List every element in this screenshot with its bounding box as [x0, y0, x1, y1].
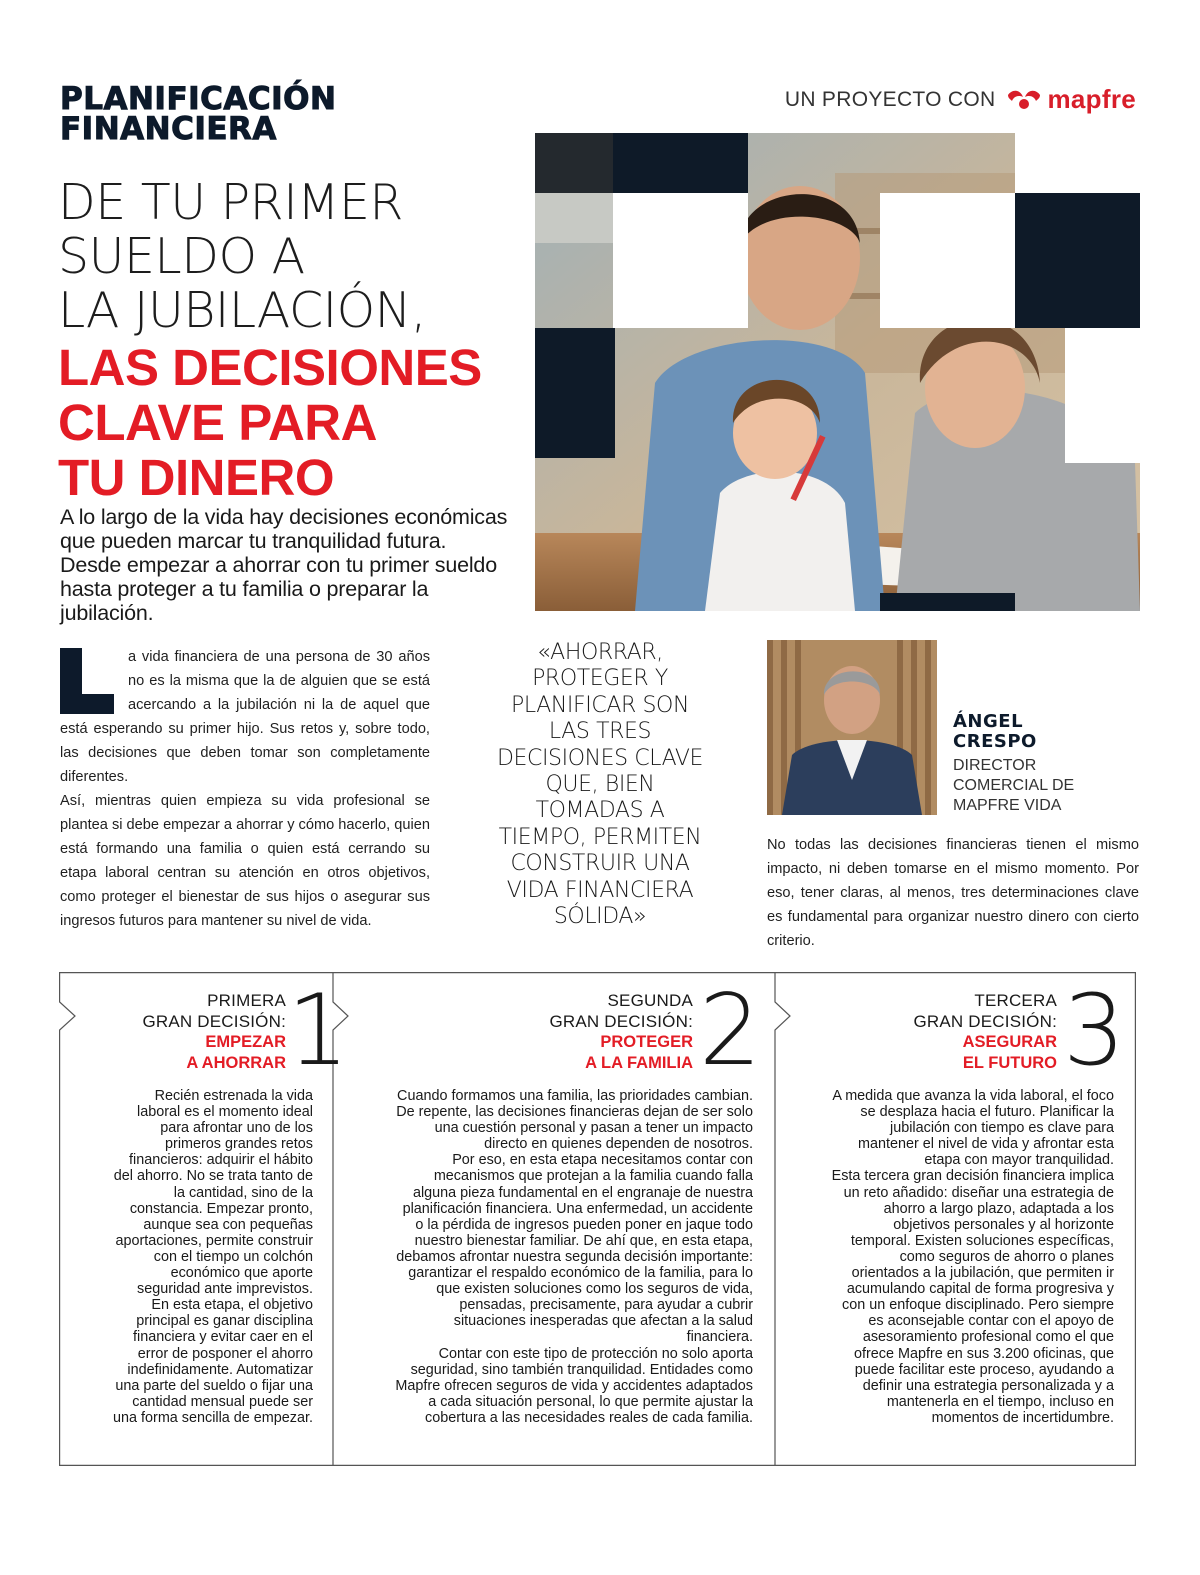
family-photo-illustration	[535, 133, 1140, 611]
decision-paragraph: Esta tercera gran decisión financiera implica un reto añadido: diseñar una estrategia de ahorro a largo plazo, adaptada a los objetivos personales y al horizonte temporal. Existen soluciones específicas, como seguros de ahorro o planes orientados a la jubilación, que permiten ir acumulando capital de forma progresiva y con un enfoque disciplinado. Pero siempre es aconsejable contar con el apoyo de asesoramiento profesional como el que ofrece Mapfre en sus 3.200 oficinas, que puede facilitar este proceso, ayudando a definir una estrategia personalizada y a mantenerla en el tiempo, incluso en momentos de incertidumbre.	[831, 1168, 1114, 1426]
person-caption	[953, 712, 1143, 816]
headline-line: LA JUBILACIÓN,	[58, 282, 426, 339]
decision-label: GRAN DECISIÓN:	[549, 1012, 693, 1031]
body-paragraph: a vida financiera de una persona de 30 años no es la misma que la de alguien que se está acercando a la jubilación ni la de aquel que está esperando su primer hijo. Sus retos y, sobre todo, las decisiones que deben tomar son completamente diferentes.	[60, 649, 430, 785]
body-paragraph: Así, mientras quien empieza su vida profesional se plantea si debe empezar a ahorrar y cómo hacerlo, quien está formando una familia o quien está cerrando su etapa laboral centran su atención en otros objetivos, como proteger el bienestar de sus hijos o asegurar sus ingresos futuros para mantener su nivel de vida.	[60, 793, 430, 929]
headline-line: SUELDO A	[58, 228, 305, 285]
lead-paragraph: A lo largo de la vida hay decisiones económicas que pueden marcar tu tranquilidad futura. Desde empezar a ahorrar con tu primer sueldo hasta proteger a tu familia o preparar la jubilación.	[60, 505, 508, 625]
person-role-line: MAPFRE VIDA	[953, 797, 1062, 814]
decision-action: ASEGURAR	[962, 1033, 1057, 1051]
decision-text	[111, 1088, 313, 1426]
right-body-paragraph: No todas las decisiones financieras tienen el mismo impacto, ni deben tomarse en el mismo momento. Por eso, tener claras, al menos, tres determinaciones clave es fundamental para organizar nuestro dinero con cierto criterio.	[767, 837, 1139, 949]
drop-cap-l	[60, 648, 114, 714]
body-column	[60, 645, 430, 933]
headline-bold	[58, 340, 528, 505]
decision-header	[99, 990, 286, 1074]
decision-header	[875, 990, 1057, 1074]
decision-number: 2	[699, 974, 762, 1088]
person-name-line: ÁNGEL	[953, 711, 1024, 732]
portrait-illustration	[767, 640, 937, 815]
decisions-panel	[59, 972, 1136, 1466]
pull-quote: «AHORRAR, PROTEGER Y PLANIFICAR SON LAS TRES DECISIONES CLAVE QUE, BIEN TOMADAS A TIEMPO, PERMITEN CONSTRUIR UNA VIDA FINANCIERA SÓLIDA»	[496, 640, 704, 930]
hero-photo	[535, 133, 1140, 611]
section-title	[60, 81, 337, 147]
headline	[58, 176, 528, 505]
decision-paragraph: A medida que avanza la vida laboral, el foco se desplaza hacia el futuro. Planificar la jubilación con tiempo es clave para mantener el nivel de vida y afrontar esta etapa con mayor tranquilidad.	[832, 1088, 1114, 1169]
decision-paragraph: Cuando formamos una familia, las prioridades cambian. De repente, las decisiones financieras dejan de ser solo una cuestión personal y pasan a tener un impacto directo en quienes dependen de nosotros.	[396, 1088, 753, 1153]
decision-action: A AHORRAR	[186, 1054, 286, 1072]
decision-paragraph: Por eso, en esta etapa necesitamos contar con mecanismos que protejan a la familia cuando falla alguna pieza fundamental en el engranaje de nuestra planificación financiera. Una enfermedad, un accidente o la pérdida de ingresos pueden poner en jaque todo nuestro bienestar familiar. De ahí que, en esta etapa, debamos afrontar nuestra segunda decisión importante: garantizar el respaldo económico de la familia, para lo que existen soluciones como los seguros de vida, pensadas, precisamente, para ayudar a cubrir situaciones inesperadas que afectan a la salud financiera.	[396, 1152, 753, 1346]
headline-light	[58, 176, 528, 338]
decision-action: PROTEGER	[600, 1033, 693, 1051]
decision-paragraph: En esta etapa, el objetivo principal es ganar disciplina financiera y evitar caer en el error de posponer el ahorro indefinidamente. Automatizar una parte del sueldo o fijar una cantidad mensual puede ser una forma sencilla de empezar.	[113, 1297, 313, 1426]
person-role-line: DIRECTOR	[953, 757, 1037, 774]
partner-brand: mapfre	[1047, 84, 1136, 114]
section-title-line: FINANCIERA	[60, 111, 277, 147]
section-title-line: PLANIFICACIÓN	[60, 81, 337, 117]
person-name-line: CRESPO	[953, 731, 1037, 752]
decision-paragraph: Contar con este tipo de protección no solo aporta seguridad, sino también tranquilidad. Entidades como Mapfre ofrecen seguros de vida y accidentes adaptados a cada situación personal, lo que permite ajustar la cobertura a las necesidades reales de cada familia.	[395, 1345, 753, 1426]
decision-label: GRAN DECISIÓN:	[142, 1012, 286, 1031]
person-role	[953, 756, 1143, 816]
decision-ordinal: TERCERA	[974, 991, 1057, 1010]
decision-ordinal: SEGUNDA	[607, 991, 693, 1010]
decision-paragraph: Recién estrenada la vida laboral es el momento ideal para afrontar uno de los primeros grandes retos financieros: adquirir el hábito del ahorro. No se trata tanto de la cantidad, sino de la constancia. Empezar pronto, aunque sea con pequeñas aportaciones, permite construir con el tiempo un colchón económico que aporte seguridad ante imprevistos.	[113, 1088, 313, 1298]
headline-line: TU DINERO	[58, 449, 334, 506]
decision-card-1	[59, 972, 350, 1466]
decision-text	[393, 1088, 753, 1426]
decision-card-2	[333, 972, 775, 1466]
mapfre-symbol-icon	[1006, 89, 1042, 111]
headline-line: CLAVE PARA	[58, 394, 377, 451]
decision-action: EMPEZAR	[205, 1033, 286, 1051]
decision-text	[831, 1088, 1114, 1426]
headline-line: LAS DECISIONES	[58, 339, 482, 396]
person-name	[953, 712, 1143, 752]
decision-action: A LA FAMILIA	[585, 1054, 693, 1072]
decision-number: 3	[1063, 974, 1126, 1088]
decision-ordinal: PRIMERA	[207, 991, 286, 1010]
decision-header	[453, 990, 693, 1074]
mapfre-logo	[1006, 84, 1137, 115]
decision-label: GRAN DECISIÓN:	[913, 1012, 1057, 1031]
decision-card-3	[775, 972, 1136, 1466]
partner-credit	[785, 84, 1136, 115]
decision-action: EL FUTURO	[962, 1054, 1057, 1072]
decision-number: 1	[287, 974, 350, 1088]
partner-label: UN PROYECTO CON	[784, 87, 996, 111]
headline-line: DE TU PRIMER	[58, 174, 403, 231]
person-role-line: COMERCIAL DE	[953, 777, 1075, 794]
person-portrait	[767, 640, 937, 815]
